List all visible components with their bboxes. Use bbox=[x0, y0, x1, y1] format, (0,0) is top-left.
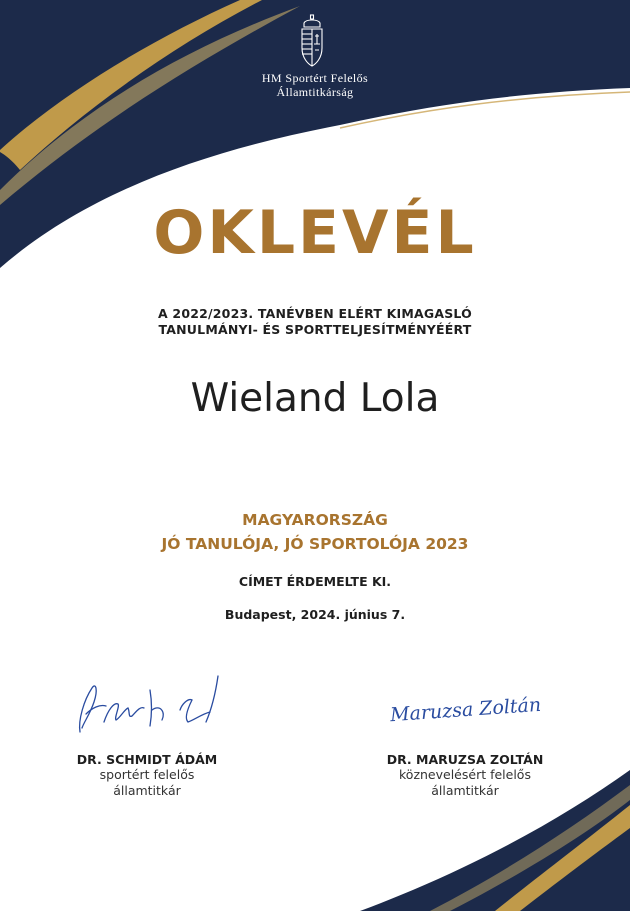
signatory-role: sportért felelős bbox=[99, 767, 195, 782]
earned-text: CÍMET ÉRDEMELTE KI. bbox=[238, 574, 392, 589]
signature-maruzsa: Maruzsa Zoltán bbox=[389, 693, 542, 727]
award-line-1: MAGYARORSZÁG bbox=[242, 511, 388, 529]
issuer-line-2: Államtitkárság bbox=[276, 85, 354, 99]
recipient-name: Wieland Lola bbox=[190, 376, 440, 421]
issuer-line-1: HM Sportért Felelős bbox=[261, 71, 369, 85]
signatory-title: államtitkár bbox=[113, 783, 181, 798]
signatory-name: DR. SCHMIDT ÁDÁM bbox=[76, 752, 218, 767]
award-line-2: JÓ TANULÓJA, JÓ SPORTOLÓJA 2023 bbox=[161, 535, 469, 553]
signatory-left bbox=[32, 752, 262, 799]
subtitle-line-1: A 2022/2023. TANÉVBEN ELÉRT KIMAGASLÓ bbox=[158, 306, 472, 321]
subtitle-line-2: TANULMÁNYI- ÉS SPORTTELJESÍTMÉNYÉÉRT bbox=[158, 322, 472, 337]
signatory-name: DR. MARUZSA ZOLTÁN bbox=[386, 752, 544, 767]
coat-of-arms-icon bbox=[296, 14, 328, 70]
place-and-date: Budapest, 2024. június 7. bbox=[224, 607, 406, 622]
signatory-title: államtitkár bbox=[431, 783, 499, 798]
signature-schmidt bbox=[70, 670, 240, 740]
certificate-title: OKLEVÉL bbox=[153, 198, 477, 268]
signatory-right bbox=[350, 752, 580, 799]
signatory-role: köznevelésért felelős bbox=[399, 767, 531, 782]
